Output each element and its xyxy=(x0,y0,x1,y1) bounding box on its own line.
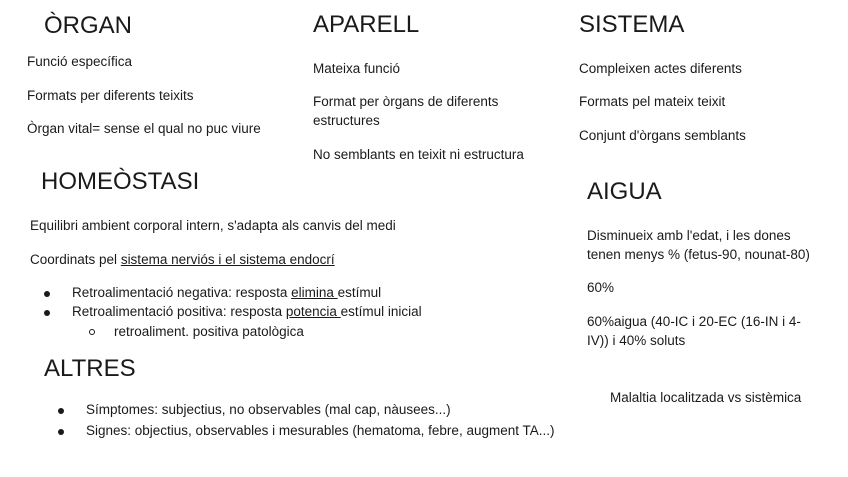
sistema-item-1: Compleixen actes diferents xyxy=(579,61,742,76)
altres-title: ALTRES xyxy=(44,355,136,382)
symptoms-bullet: Símptomes: subjectius, no observables (mal cap, nàusees...) xyxy=(86,402,451,417)
signs-bullet: Signes: objectius, observables i mesurables (hematoma, febre, augment TA...) xyxy=(86,423,555,438)
negative-feedback-bullet xyxy=(72,283,381,302)
aparell-item-2: Format per òrgans de diferents estructures xyxy=(313,94,499,128)
organ-item-1: Funció específica xyxy=(27,54,133,69)
homeostasi-line-1: Equilibri ambient corporal intern, s'adapta als canvis del medi xyxy=(30,218,396,233)
positive-feedback-suffix: estímul inicial xyxy=(340,304,422,319)
negative-feedback-suffix: estímul xyxy=(337,285,382,300)
aigua-paragraph-2: 60% xyxy=(587,280,615,295)
homeostasi-title: HOMEÒSTASI xyxy=(41,168,200,195)
sistema-title: SISTEMA xyxy=(579,11,685,38)
homeostasi-line-2 xyxy=(30,250,335,269)
malaltia-note: Malaltia localitzada vs sistèmica xyxy=(610,390,802,405)
positive-feedback-prefix: Retroalimentació positiva: resposta xyxy=(72,304,286,319)
homeostasi-line-2-prefix: Coordinats pel xyxy=(30,252,121,267)
aigua-title: AIGUA xyxy=(587,178,662,205)
sistema-item-2: Formats pel mateix teixit xyxy=(579,94,726,109)
bullet-dot xyxy=(44,291,50,297)
bullet-dot xyxy=(58,429,64,435)
positive-feedback-keyword: potencia xyxy=(285,304,341,319)
organ-item-3: Òrgan vital= sense el qual no puc viure xyxy=(27,121,261,136)
negative-feedback-prefix: Retroalimentació negativa: resposta xyxy=(72,285,292,300)
sistema-item-3: Conjunt d'òrgans semblants xyxy=(579,128,746,143)
pathological-positive-feedback: retroaliment. positiva patològica xyxy=(114,324,304,339)
bullet-dot xyxy=(44,310,50,316)
aigua-paragraph-3: 60%aigua (40-IC i 20-EC (16-IN i 4-IV)) i 40% soluts xyxy=(587,314,801,348)
sub-bullet-circle xyxy=(89,329,95,335)
organ-item-2: Formats per diferents teixits xyxy=(27,88,194,103)
aigua-paragraph-1: Disminueix amb l'edat, i les dones tenen menys % (fetus-90, nounat-80) xyxy=(587,228,810,262)
organ-title: ÒRGAN xyxy=(44,12,133,39)
aparell-item-3: No semblants en teixit ni estructura xyxy=(313,147,524,162)
bullet-dot xyxy=(58,408,64,414)
nervous-endocrine-link: sistema nerviós i el sistema endocrí xyxy=(120,252,335,267)
positive-feedback-bullet xyxy=(72,302,422,321)
negative-feedback-keyword: elimina xyxy=(291,285,338,300)
aparell-title: APARELL xyxy=(313,11,420,38)
aparell-item-1: Mateixa funció xyxy=(313,61,401,76)
